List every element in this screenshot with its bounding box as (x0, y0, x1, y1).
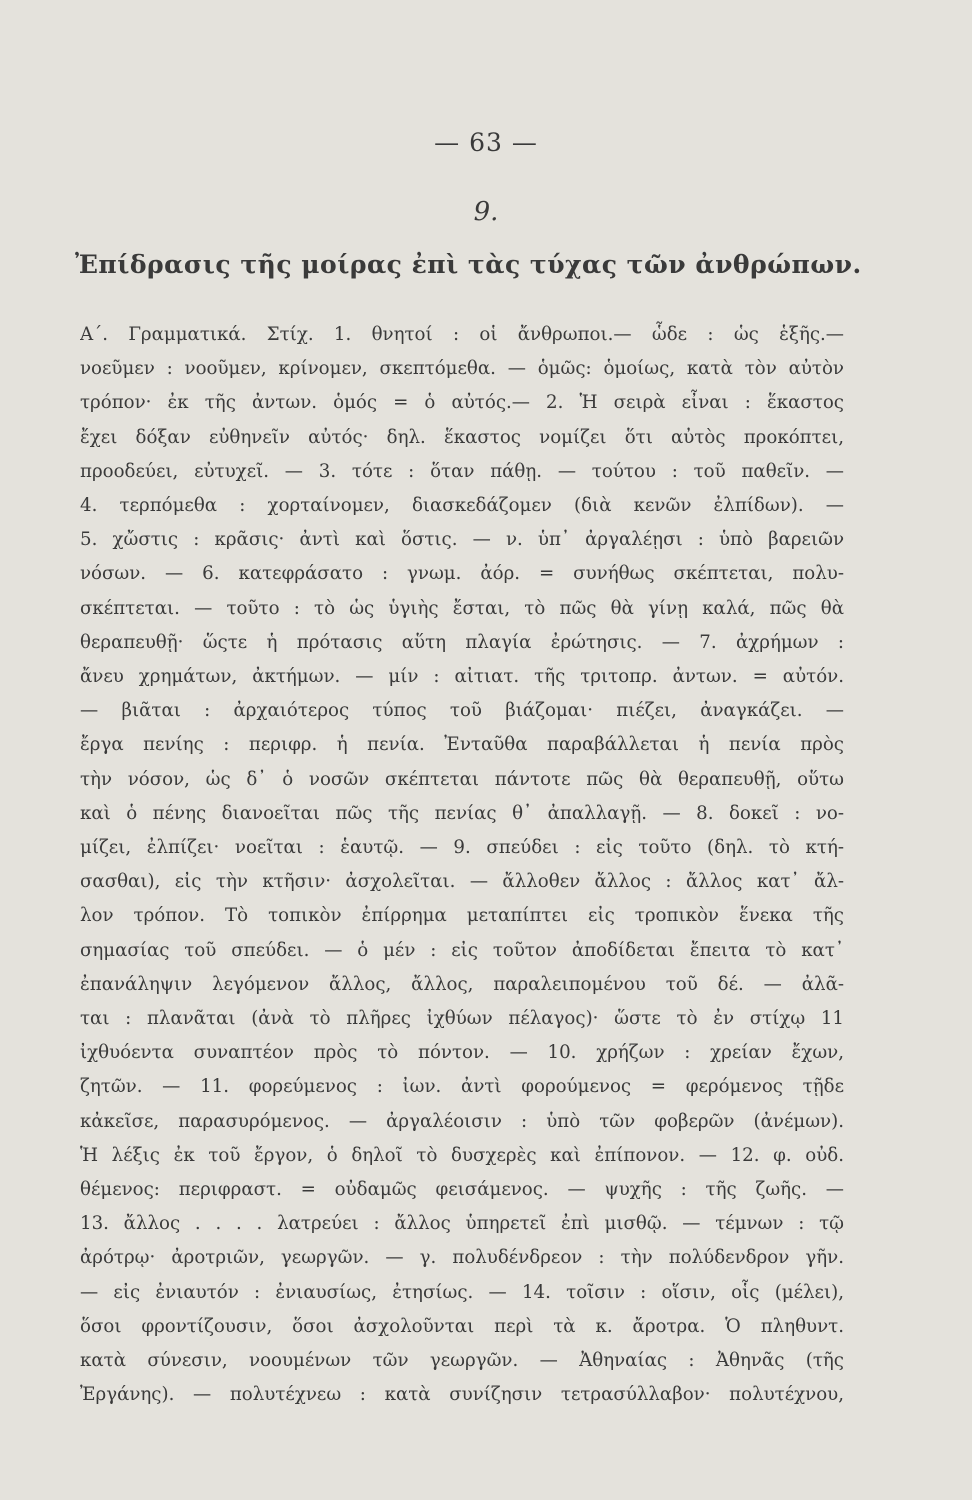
text-line: ἄνευ χρημάτων, ἀκτήμων. — μίν : αἰτιατ. τῆς τριτοπρ. ἀντων. = αὐτόν. (80, 666, 844, 688)
text-line: Α΄. Γραμματικά. Στίχ. 1. θνητοί : οἱ ἄνθρωποι.— ὧδε : ὡς ἑξῆς.— (80, 324, 844, 345)
text-line: — εἰς ἐνιαυτόν : ἐνιαυσίως, ἐτησίως. — 14. τοῖσιν : οἵσιν, οἷς (μέλει), (80, 1281, 844, 1303)
text-line: ἐπανάληψιν λεγόμενον ἄλλος, ἄλλος, παραλειπομένου τοῦ δέ. — ἀλᾶ- (80, 973, 844, 995)
text-line: ται : πλανᾶται (ἀνὰ τὸ πλῆρες ἰχθύων πέλαγος)· ὥστε τὸ ἐν στίχῳ 11 (80, 1008, 844, 1030)
text-line: καὶ ὁ πένης διανοεῖται πῶς τῆς πενίας θ᾽ ἀπαλλαγῇ. — 8. δοκεῖ : νο- (80, 802, 844, 824)
text-line: σκέπτεται. — τοῦτο : τὸ ὡς ὑγιὴς ἔσται, τὸ πῶς θὰ γίνῃ καλά, πῶς θὰ (80, 597, 844, 619)
text-line: κατὰ σύνεσιν, νοουμένων τῶν γεωργῶν. — Ἀθηναίας : Ἀθηνᾶς (τῆς (80, 1350, 844, 1372)
text-line: ἰχθυόεντα συναπτέον πρὸς τὸ πόντον. — 10. χρήζων : χρείαν ἔχων, (80, 1042, 844, 1064)
text-line: τρόπον· ἐκ τῆς ἀντων. ὁμός = ὁ αὐτός.— 2. Ἡ σειρὰ εἶναι : ἕκαστος (80, 392, 844, 414)
page-number: — 63 — (434, 128, 538, 157)
text-line: — βιᾶται : ἀρχαιότερος τύπος τοῦ βιάζομαι· πιέζει, ἀναγκάζει. — (80, 700, 844, 722)
text-line: τὴν νόσον, ὡς δ᾽ ὁ νοσῶν σκέπτεται πάντοτε πῶς θὰ θεραπευθῇ, οὕτω (80, 768, 844, 790)
text-line: νοεῦμεν : νοοῦμεν, κρίνομεν, σκεπτόμεθα. — ὁμῶς: ὁμοίως, κατὰ τὸν αὐτὸν (80, 358, 844, 380)
text-line: μίζει, ἐλπίζει· νοεῖται : ἑαυτῷ. — 9. σπεύδει : εἰς τοῦτο (δηλ. τὸ κτή- (80, 837, 844, 859)
text-line: λον τρόπον. Τὸ τοπικὸν ἐπίρρημα μεταπίπτει εἰς τροπικὸν ἕνεκα τῆς (80, 905, 844, 927)
text-line: ἀρότρῳ· ἀροτριῶν, γεωργῶν. — γ. πολυδένδρεον : τὴν πολύδενδρον γῆν. (80, 1247, 844, 1269)
text-line: σασθαι), εἰς τὴν κτῆσιν· ἀσχολεῖται. — ἄλλοθεν ἄλλος : ἄλλος κατ᾽ ἄλ- (80, 871, 844, 893)
text-line: θέμενος: περιφραστ. = οὐδαμῶς φεισάμενος. — ψυχῆς : τῆς ζωῆς. — (80, 1179, 844, 1201)
text-line: Ἡ λέξις ἐκ τοῦ ἔργον, ὁ δηλοῖ τὸ δυσχερὲς καὶ ἐπίπονον. — 12. φ. οὐδ. (80, 1144, 844, 1166)
text-line: Ἐργάνης). — πολυτέχνεω : κατὰ συνίζησιν τετρασύλλαβον· πολυτέχνου, (80, 1384, 844, 1406)
chapter-number: 9. (473, 197, 499, 227)
text-line: ἔχει δόξαν εὐθηνεῖν αὐτός· δηλ. ἕκαστος νομίζει ὅτι αὐτὸς προκόπτει, (80, 426, 844, 448)
text-line: ζητῶν. — 11. φορεύμενος : ἰων. ἀντὶ φορούμενος = φερόμενος τῇδε (80, 1076, 844, 1098)
chapter-title: Ἐπίδρασις τῆς μοίρας ἐπὶ τὰς τύχας τῶν ἀνθρώπων. (75, 250, 862, 279)
text-line: θεραπευθῇ· ὥςτε ἡ πρότασις αὕτη πλαγία ἐρώτησις. — 7. ἀχρήμων : (80, 631, 844, 653)
text-line: 13. ἄλλος . . . . λατρεύει : ἄλλος ὑπηρετεῖ ἐπὶ μισθῷ. — τέμνων : τῷ (80, 1213, 844, 1235)
text-line: 5. χὤστις : κρᾶσις· ἀντὶ καὶ ὅστις. — ν. ὑπ᾽ ἀργαλέῃσι : ὑπὸ βαρειῶν (80, 529, 844, 551)
text-line: προοδεύει, εὐτυχεῖ. — 3. τότε : ὅταν πάθῃ. — τούτου : τοῦ παθεῖν. — (80, 460, 844, 482)
commentary-text (80, 318, 844, 1413)
text-line: ἔργα πενίης : περιφρ. ἡ πενία. Ἐνταῦθα παραβάλλεται ἡ πενία πρὸς (80, 734, 844, 756)
text-line: νόσων. — 6. κατεφράσατο : γνωμ. ἀόρ. = συνήθως σκέπτεται, πολυ- (80, 563, 844, 585)
text-line: κἀκεῖσε, παρασυρόμενος. — ἀργαλέοισιν : ὑπὸ τῶν φοβερῶν (ἀνέμων). (80, 1110, 844, 1132)
text-line: 4. τερπόμεθα : χορταίνομεν, διασκεδάζομεν (διὰ κενῶν ἐλπίδων). — (80, 495, 844, 517)
text-line: σημασίας τοῦ σπεύδει. — ὁ μέν : εἰς τοῦτον ἀποδίδεται ἔπειτα τὸ κατ᾽ (80, 939, 844, 961)
text-line: ὅσοι φροντίζουσιν, ὅσοι ἀσχολοῦνται περὶ τὰ κ. ἄροτρα. Ὁ πληθυντ. (80, 1315, 844, 1337)
